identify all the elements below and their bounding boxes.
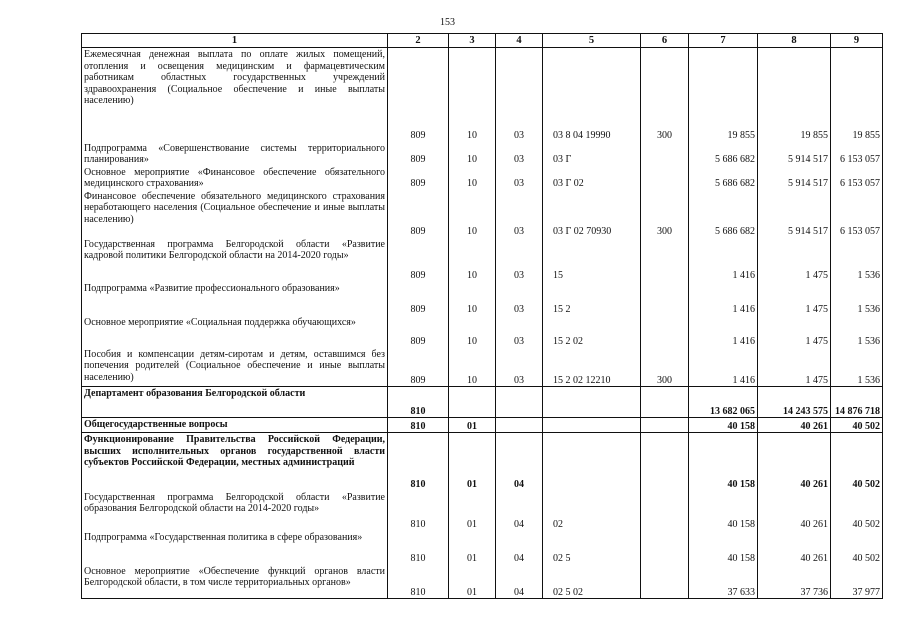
row-amount-2: 37 736 [758,565,831,599]
row-code-admin: 809 [388,316,449,348]
header-col-7: 7 [689,34,758,48]
row-target-article: 15 2 02 [543,316,641,348]
row-expense-type: 300 [641,48,689,142]
row-code-admin: 809 [388,348,449,387]
table-row [82,316,883,348]
table-row [82,190,883,238]
row-target-article: 02 5 [543,531,641,565]
row-expense-type [641,166,689,190]
row-description: Государственная программа Белгородской области «Развитие образования Белгородской области на 2014-2020 годы» [82,491,388,531]
row-amount-1: 5 686 682 [689,166,758,190]
row-section: 10 [449,316,496,348]
row-subsection: 03 [496,282,543,316]
row-section: 01 [449,491,496,531]
row-subsection: 03 [496,190,543,238]
row-section: 10 [449,166,496,190]
row-description: Подпрограмма «Совершенствование системы территориального планирования» [82,142,388,166]
row-amount-1: 5 686 682 [689,190,758,238]
header-col-8: 8 [758,34,831,48]
row-amount-1: 1 416 [689,238,758,282]
row-amount-1: 1 416 [689,282,758,316]
row-amount-3: 6 153 057 [831,190,883,238]
row-expense-type [641,418,689,433]
header-col-5: 5 [543,34,641,48]
row-expense-type [641,565,689,599]
row-amount-1: 13 682 065 [689,387,758,418]
row-subsection [496,387,543,418]
row-code-admin: 809 [388,166,449,190]
row-description: Основное мероприятие «Финансовое обеспечение обязательного медицинского страхования» [82,166,388,190]
table-row [82,565,883,599]
row-amount-1: 37 633 [689,565,758,599]
table-row [82,282,883,316]
row-section: 01 [449,418,496,433]
row-description: Ежемесячная денежная выплата по оплате жилых помещений, отопления и освещения медицинским и фармацевтическим работникам областных государственных учреждений здравоохранения (Социальное обеспечение и иные выплаты населению) [82,48,388,142]
row-section: 10 [449,190,496,238]
row-target-article: 03 Г [543,142,641,166]
row-expense-type [641,387,689,418]
row-code-admin: 809 [388,190,449,238]
row-expense-type [641,142,689,166]
row-amount-2: 40 261 [758,491,831,531]
row-amount-3: 6 153 057 [831,166,883,190]
row-amount-2: 40 261 [758,531,831,565]
row-code-admin: 809 [388,282,449,316]
row-description: Общегосударственные вопросы [82,418,388,433]
row-subsection: 03 [496,238,543,282]
row-section: 10 [449,238,496,282]
row-amount-1: 19 855 [689,48,758,142]
table-row [82,48,883,142]
row-description: Основное мероприятие «Обеспечение функций органов власти Белгородской области, в том числе территориальных органов» [82,565,388,599]
row-description: Подпрограмма «Развитие профессионального образования» [82,282,388,316]
table-row [82,387,883,418]
row-section: 10 [449,48,496,142]
row-amount-2: 5 914 517 [758,190,831,238]
row-amount-1: 40 158 [689,491,758,531]
row-expense-type: 300 [641,348,689,387]
row-amount-1: 40 158 [689,531,758,565]
row-target-article: 03 Г 02 70930 [543,190,641,238]
row-amount-1: 1 416 [689,316,758,348]
row-subsection: 03 [496,166,543,190]
table-row [82,348,883,387]
row-amount-2: 5 914 517 [758,142,831,166]
row-section [449,387,496,418]
row-target-article [543,387,641,418]
row-code-admin: 809 [388,48,449,142]
row-amount-2: 1 475 [758,348,831,387]
row-amount-1: 1 416 [689,348,758,387]
row-expense-type: 300 [641,190,689,238]
row-subsection: 04 [496,491,543,531]
row-target-article: 15 [543,238,641,282]
row-target-article: 03 Г 02 [543,166,641,190]
row-code-admin: 809 [388,142,449,166]
row-amount-3: 6 153 057 [831,142,883,166]
row-target-article: 03 8 04 19990 [543,48,641,142]
row-subsection: 03 [496,316,543,348]
row-code-admin: 810 [388,433,449,491]
table-body [82,48,883,599]
row-subsection: 03 [496,142,543,166]
row-amount-2: 14 243 575 [758,387,831,418]
row-target-article: 15 2 02 12210 [543,348,641,387]
header-col-4: 4 [496,34,543,48]
page-number: 153 [440,17,455,28]
row-code-admin: 810 [388,418,449,433]
row-amount-2: 40 261 [758,418,831,433]
header-col-6: 6 [641,34,689,48]
table-row [82,166,883,190]
row-target-article: 02 [543,491,641,531]
row-code-admin: 810 [388,531,449,565]
row-subsection: 03 [496,48,543,142]
header-col-1: 1 [82,34,388,48]
row-code-admin: 809 [388,238,449,282]
row-description: Финансовое обеспечение обязательного медицинского страхования неработающего населения (Социальное обеспечение и иные выплаты населению) [82,190,388,238]
row-amount-3: 40 502 [831,491,883,531]
row-expense-type [641,531,689,565]
row-description: Государственная программа Белгородской области «Развитие кадровой политики Белгородской области на 2014-2020 годы» [82,238,388,282]
row-description: Департамент образования Белгородской области [82,387,388,418]
row-amount-2: 1 475 [758,282,831,316]
header-col-9: 9 [831,34,883,48]
row-section: 10 [449,348,496,387]
row-description: Пособия и компенсации детям-сиротам и детям, оставшимся без попечения родителей (Социальное обеспечение и иные выплаты населению) [82,348,388,387]
table-row [82,238,883,282]
row-amount-2: 19 855 [758,48,831,142]
row-expense-type [641,491,689,531]
row-amount-3: 1 536 [831,238,883,282]
row-amount-3: 14 876 718 [831,387,883,418]
row-code-admin: 810 [388,491,449,531]
table-row [82,433,883,491]
row-expense-type [641,238,689,282]
row-expense-type [641,433,689,491]
row-code-admin: 810 [388,565,449,599]
row-amount-3: 40 502 [831,418,883,433]
row-description: Функционирование Правительства Российской Федерации, высших исполнительных органов государственной власти субъектов Российской Федерации, местных администраций [82,433,388,491]
row-amount-1: 5 686 682 [689,142,758,166]
table-row [82,531,883,565]
table-header-row [82,34,883,48]
header-col-2: 2 [388,34,449,48]
row-section: 10 [449,282,496,316]
row-section: 01 [449,433,496,491]
budget-table [81,33,883,599]
row-target-article [543,418,641,433]
row-target-article: 02 5 02 [543,565,641,599]
row-amount-3: 40 502 [831,433,883,491]
row-amount-1: 40 158 [689,418,758,433]
row-description: Основное мероприятие «Социальная поддержка обучающихся» [82,316,388,348]
row-amount-1: 40 158 [689,433,758,491]
row-subsection: 04 [496,433,543,491]
row-subsection: 03 [496,348,543,387]
row-description: Подпрограмма «Государственная политика в сфере образования» [82,531,388,565]
row-code-admin: 810 [388,387,449,418]
row-amount-2: 40 261 [758,433,831,491]
row-subsection [496,418,543,433]
table-row [82,418,883,433]
row-expense-type [641,282,689,316]
row-amount-3: 1 536 [831,348,883,387]
table-row [82,491,883,531]
row-amount-3: 37 977 [831,565,883,599]
row-subsection: 04 [496,565,543,599]
row-target-article: 15 2 [543,282,641,316]
row-amount-3: 1 536 [831,316,883,348]
row-amount-2: 1 475 [758,316,831,348]
table-row [82,142,883,166]
row-section: 01 [449,531,496,565]
row-section: 01 [449,565,496,599]
row-amount-3: 40 502 [831,531,883,565]
row-amount-3: 19 855 [831,48,883,142]
row-amount-2: 1 475 [758,238,831,282]
row-target-article [543,433,641,491]
header-col-3: 3 [449,34,496,48]
row-section: 10 [449,142,496,166]
row-amount-3: 1 536 [831,282,883,316]
row-expense-type [641,316,689,348]
row-amount-2: 5 914 517 [758,166,831,190]
row-subsection: 04 [496,531,543,565]
